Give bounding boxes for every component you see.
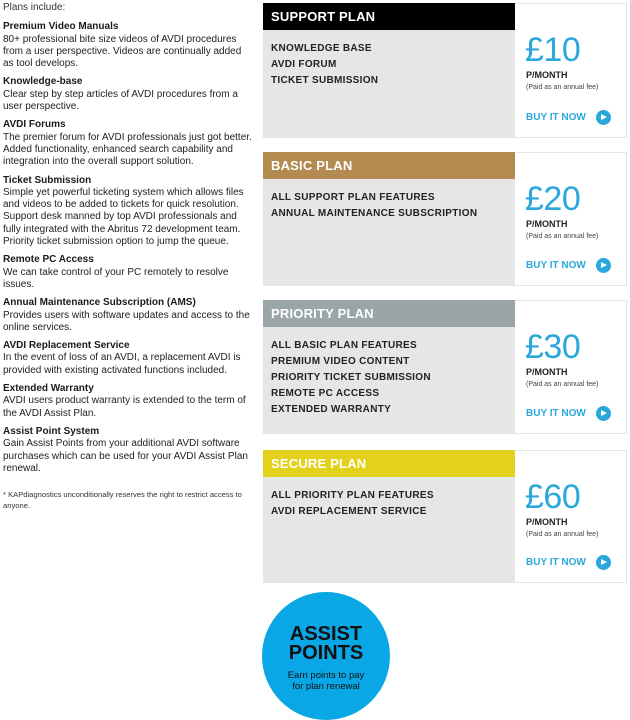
plan-feature: ANNUAL MAINTENANCE SUBSCRIPTION: [271, 208, 478, 219]
assist-title-line2: POINTS: [288, 642, 364, 664]
plan-feature: PRIORITY TICKET SUBMISSION: [271, 372, 431, 383]
plan-card-priority: [263, 300, 627, 434]
feature-warranty: [3, 383, 253, 420]
plans-include-heading: Plans include:: [3, 2, 66, 13]
buy-label: BUY IT NOW: [526, 408, 586, 419]
plan-feature: AVDI REPLACEMENT SERVICE: [271, 506, 427, 517]
plan-features: [271, 488, 434, 520]
feature-desc: AVDI users product warranty is extended to the term of the AVDI Assist Plan.: [3, 395, 246, 419]
feature-desc: In the event of loss of an AVDI, a replacement AVDI is provided with existing activated functions included.: [3, 352, 241, 376]
plan-feature: AVDI FORUM: [271, 59, 337, 70]
price-panel: [515, 152, 627, 286]
assist-points-title: [262, 625, 390, 663]
plan-feature: TICKET SUBMISSION: [271, 75, 379, 86]
plan-price: £60: [525, 478, 581, 516]
plan-feature: PREMIUM VIDEO CONTENT: [271, 356, 410, 367]
plan-price: £20: [525, 180, 581, 218]
buy-it-now-button[interactable]: [526, 406, 611, 421]
feature-title: AVDI Forums: [3, 119, 66, 131]
feature-title: AVDI Replacement Service: [3, 340, 130, 352]
feature-video-manuals: [3, 21, 253, 70]
feature-title: Knowledge-base: [3, 76, 83, 88]
feature-desc: Clear step by step articles of AVDI procedures from a user perspective.: [3, 88, 238, 113]
feature-replacement: [3, 340, 253, 377]
feature-title: Remote PC Access: [3, 254, 94, 266]
annual-fee-note: (Paid as an annual fee): [526, 531, 599, 538]
annual-fee-note: (Paid as an annual fee): [526, 84, 599, 91]
assist-sub-line1: Earn points to pay: [287, 670, 365, 681]
plan-header: SECURE PLAN: [263, 450, 515, 477]
plan-card-secure: [263, 450, 627, 583]
feature-title: Annual Maintenance Subscription (AMS): [3, 297, 196, 309]
feature-desc: We can take control of your PC remotely to resolve issues.: [3, 266, 229, 290]
plan-feature: ALL BASIC PLAN FEATURES: [271, 340, 417, 351]
arrow-right-circle-icon: [596, 406, 611, 421]
buy-label: BUY IT NOW: [526, 557, 586, 568]
feature-desc: Simple yet powerful ticketing system which allows files and videos to be added to tickets for quick resolution. Support desk manned by top AVDI professionals and fully integrated with the Abritus 72 development team. Priority ticket submission option to jump the queue.: [3, 186, 244, 248]
footnote: * KAPdiagnostics unconditionally reserves the right to restrict access to anyone.: [3, 490, 242, 511]
price-panel: [515, 300, 627, 434]
plan-price: £30: [525, 328, 581, 366]
assist-points-subtitle: [262, 670, 390, 692]
plan-header: SUPPORT PLAN: [263, 3, 515, 30]
buy-label: BUY IT NOW: [526, 260, 586, 271]
feature-remote-pc: [3, 254, 253, 291]
arrow-right-circle-icon: [596, 258, 611, 273]
plan-price: £10: [525, 31, 581, 69]
annual-fee-note: (Paid as an annual fee): [526, 381, 599, 388]
plan-card-basic: [263, 152, 627, 286]
per-month-label: P/MONTH: [526, 517, 568, 527]
per-month-label: P/MONTH: [526, 367, 568, 377]
plan-header: PRIORITY PLAN: [263, 300, 515, 327]
plans-features-column: [3, 0, 253, 511]
feature-ams: [3, 297, 253, 334]
annual-fee-note: (Paid as an annual fee): [526, 233, 599, 240]
per-month-label: P/MONTH: [526, 219, 568, 229]
price-panel: [515, 450, 627, 583]
plan-features: [271, 41, 378, 89]
feature-desc: The premier forum for AVDI professionals just got better. Added functionality, enhanced search capability and integration into the overall support solution.: [3, 131, 252, 168]
arrow-right-circle-icon: [596, 555, 611, 570]
assist-sub-line2: for plan renewal: [292, 681, 360, 692]
per-month-label: P/MONTH: [526, 70, 568, 80]
feature-desc: 80+ professional bite size videos of AVDI procedures from a user perspective. Videos are continually added as tool develops.: [3, 33, 242, 70]
plan-feature: ALL PRIORITY PLAN FEATURES: [271, 490, 434, 501]
plan-feature: KNOWLEDGE BASE: [271, 43, 372, 54]
buy-it-now-button[interactable]: [526, 258, 611, 273]
assist-points-badge: [262, 592, 390, 720]
buy-it-now-button[interactable]: [526, 110, 611, 125]
feature-title: Assist Point System: [3, 425, 100, 437]
feature-title: Extended Warranty: [3, 383, 94, 395]
plan-features: [271, 190, 477, 222]
feature-title: Premium Video Manuals: [3, 21, 119, 33]
arrow-right-circle-icon: [596, 110, 611, 125]
plan-card-support: [263, 3, 627, 138]
feature-desc: Gain Assist Points from your additional AVDI software purchases which can be used for your AVDI Assist Plan renewal.: [3, 438, 248, 474]
plan-feature: ALL SUPPORT PLAN FEATURES: [271, 192, 435, 203]
feature-desc: Provides users with software updates and access to the online services.: [3, 309, 250, 333]
plan-feature: REMOTE PC ACCESS: [271, 388, 380, 399]
feature-knowledge-base: [3, 76, 253, 113]
plan-feature: EXTENDED WARRANTY: [271, 404, 392, 415]
plan-header: BASIC PLAN: [263, 152, 515, 179]
feature-ticket-submission: [3, 175, 253, 249]
price-panel: [515, 3, 627, 138]
feature-assist-points: [3, 426, 253, 475]
feature-title: Ticket Submission: [3, 174, 92, 186]
buy-label: BUY IT NOW: [526, 112, 586, 123]
assist-title-line1: ASSIST: [289, 623, 363, 645]
plan-features: [271, 338, 431, 418]
buy-it-now-button[interactable]: [526, 555, 611, 570]
feature-forums: [3, 119, 253, 168]
